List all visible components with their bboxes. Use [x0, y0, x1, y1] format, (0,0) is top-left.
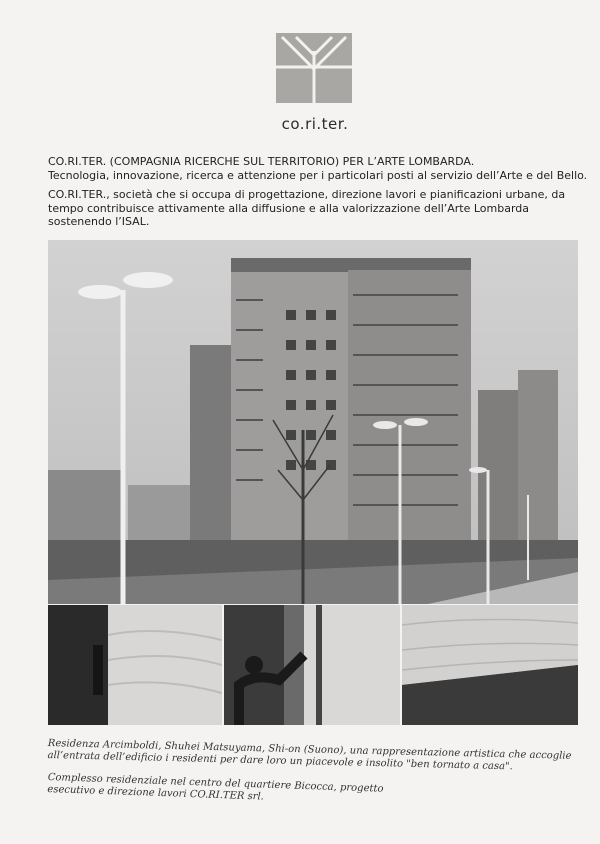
intro-text	[48, 155, 588, 235]
residential-buildings-photo	[48, 240, 578, 604]
intro-heading: CO.RI.TER. (COMPAGNIA RICERCHE SUL TERRITORIO) PER L’ARTE LOMBARDA.	[48, 155, 475, 168]
artist-at-work-photo	[224, 605, 400, 725]
intro-description: CO.RI.TER., società che si occupa di progettazione, direzione lavori e pianificazioni urbane, da tempo contribuisce attivamente alla diffusione e alla valorizzazione dell’Arte Lombarda sostenendo l’ISAL.	[48, 188, 566, 229]
photo-caption-artwork: Residenza Arcimboldi, Shuhei Matsuyama, Shi-on (Suono), una rappresentazione artistica che accoglie all’entrata dell’edificio i residenti per dare loro un piacevole e insolito "ben tornato a casa".	[47, 738, 572, 773]
coriter-logo-icon	[276, 33, 352, 103]
company-logo-name: co.ri.ter.	[281, 115, 349, 133]
photo-caption-complex: Complesso residenziale nel centro del quartiere Bicocca, progetto esecutivo e direzione lavori CO.RI.TER srl.	[47, 772, 384, 803]
corridor-art-photo	[48, 605, 222, 725]
intro-tagline: Tecnologia, innovazione, ricerca e attenzione per i particolari posti al servizio dell’Arte e del Bello.	[48, 168, 588, 182]
wall-artwork-detail-photo	[402, 605, 578, 725]
